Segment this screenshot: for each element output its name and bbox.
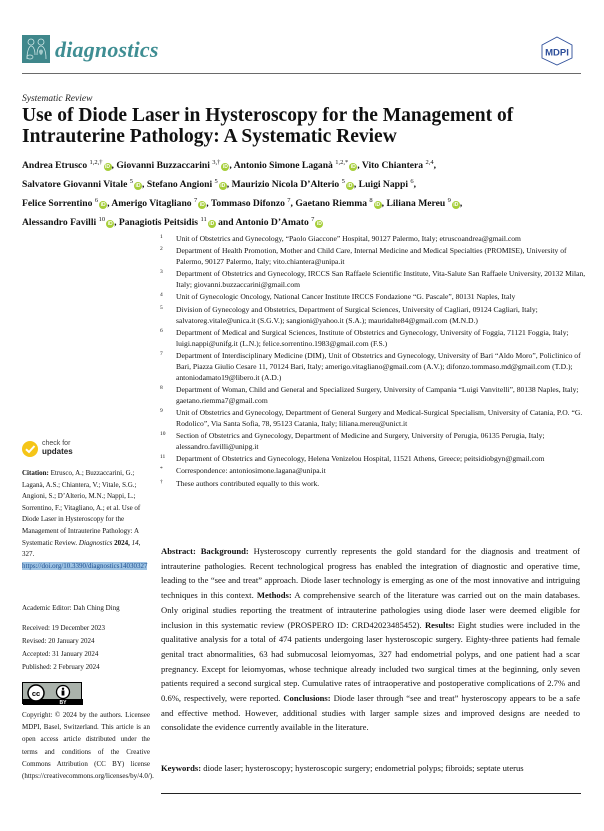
affiliation-text: Department of Woman, Child and General and Specialized Surgery, University of Campania “Luigi Vanvitelli”, 80138 Naples, Italy; gaetano.riemma7@gmail.com: [176, 384, 579, 405]
keywords-label: Keywords:: [161, 763, 202, 773]
orcid-icon[interactable]: iD: [347, 183, 353, 189]
doi-link[interactable]: https://doi.org/10.3390/diagnostics14030327: [22, 561, 148, 570]
author: [234, 160, 362, 171]
affiliation-item: [160, 479, 590, 490]
author-name: Salvatore Giovanni Vitale: [22, 179, 128, 190]
author-affiliation-ref: 7: [287, 197, 291, 204]
author-name: Amerigo Vitagliano: [111, 198, 192, 209]
author-affiliation-ref: 6: [94, 197, 99, 204]
journal-logo-icon: [22, 35, 50, 63]
affiliation-text: Section of Obstetrics and Gynecology, Department of Medicine and Surgery, University of Perugia, 06135 Perugia, Italy; alessandro.favilli@unipg.it: [176, 431, 545, 451]
affiliation-item: [160, 305, 590, 327]
citation-article-number: 327.: [22, 550, 35, 559]
author: [111, 198, 211, 209]
published-date: Published: 2 February 2024: [22, 663, 100, 671]
orcid-icon[interactable]: iD: [105, 164, 111, 170]
orcid-icon[interactable]: iD: [350, 164, 356, 170]
author: [147, 179, 232, 190]
affiliation-item: [160, 466, 590, 477]
author: [359, 179, 419, 190]
author-separator: and: [215, 217, 236, 228]
author-list: [22, 155, 592, 231]
author: [295, 198, 386, 209]
author-separator: ,: [357, 160, 362, 171]
author-affiliation-ref: 5: [341, 178, 345, 185]
affiliation-number: 10: [160, 431, 166, 438]
author-name: Antonio Simone Laganà: [233, 160, 333, 171]
author-separator: ,: [459, 198, 465, 209]
orcid-icon[interactable]: iD: [220, 183, 226, 189]
citation-journal: Diagnostics: [78, 538, 113, 547]
affiliation-text: Department of Interdisciplinary Medicine (DIM), Unit of Obstetrics and Gynecology, University of Bari “Aldo Moro”, Policlinico of Bari, Piazza Giulio Cesare 11, 70124 Bari, Italy; amerigo.vitagliano@gmail.com (A.V.); difonzo.tommaso.md@gmail.com (T.D.); antoniodamato19@libero.it (A.D.): [176, 350, 581, 382]
citation-label: Citation:: [22, 469, 49, 477]
citation-block: [22, 468, 150, 572]
checkmark-icon: [22, 441, 38, 457]
author: [211, 198, 295, 209]
author-affiliation-ref: 6: [410, 178, 414, 185]
author-separator: ,: [111, 160, 117, 171]
author-name: Vito Chiantera: [361, 160, 424, 171]
journal-name[interactable]: diagnostics: [55, 37, 159, 62]
affiliation-text: Department of Obstetrics and Gynecology, IRCCS San Raffaele Scientific Institute, Vita-Salute San Raffaele University, 20132 Milan, Italy; giovanni.buzzaccarini@gmail.com: [176, 269, 586, 290]
keywords-text: diode laser; hysteroscopy; hysteroscopic surgery; endometrial polyps; fibroids; septate uterus: [203, 763, 524, 773]
author-affiliation-ref: 5: [214, 178, 218, 185]
affiliation-number: 11: [160, 454, 166, 461]
affiliation-text: Division of Gynecology and Obstetrics, Department of Surgical Sciences, University of Cagliari, 09124 Cagliari, Italy; salvatoreg.vitale@unica.it (S.G.V.); sangioni@yahoo.it (S.A.); mauridalte84@gmail.com (M.N.D.): [176, 304, 538, 325]
orcid-icon[interactable]: iD: [209, 221, 215, 227]
affiliation-item: [160, 408, 590, 430]
affiliation-number: 3: [160, 269, 163, 276]
author: [386, 198, 464, 209]
author-affiliation-ref: 7: [194, 197, 198, 204]
author-separator: ,: [381, 198, 387, 209]
author-separator: ,: [226, 179, 232, 190]
affiliation-item: [160, 292, 590, 303]
affiliation-number: 7: [160, 350, 163, 357]
affiliation-number: *: [160, 466, 163, 473]
affiliation-item: [160, 385, 590, 407]
received-date: Received: 19 December 2023: [22, 624, 105, 632]
results-label: Results:: [424, 619, 455, 630]
author-separator: ,: [290, 198, 296, 209]
orcid-icon[interactable]: iD: [222, 164, 228, 170]
methods-label: Methods:: [256, 590, 292, 601]
author-name: Maurizio Nicola D’Alterio: [231, 179, 340, 190]
author: [22, 198, 111, 209]
background-text: Hysteroscopy currently represents the gold standard for the diagnosis and treatment of intrauterine pathologies. Recent technological progress has enabled the integration of diagnostic and operative time, leading to the “see and treat” approach. Diode laser technology is emerging as one of the most innovative and intriguing techniques in this context.: [161, 546, 580, 601]
affiliation-item: [160, 328, 590, 350]
author-name: Alessandro Favilli: [22, 217, 97, 228]
check-for-updates-button[interactable]: [22, 440, 102, 460]
affiliation-number: 4: [160, 292, 163, 299]
cc-label: cc: [31, 689, 41, 698]
author-separator: ,: [107, 198, 112, 209]
affiliation-text: These authors contributed equally to this work.: [176, 478, 320, 488]
affiliation-number: 6: [160, 327, 163, 334]
affiliation-text: Unit of Obstetrics and Gynecology, Department of General Surgery and Medical-Surgical Specialism, University of Catania, P.O. “G. Rodolico”, Via Santa Sofia, 78, 95123 Catania, Italy; liliana.mereu@unict.it: [176, 407, 583, 428]
affiliation-item: [160, 269, 590, 291]
author: [362, 160, 439, 171]
affiliations-list: [160, 234, 590, 491]
author-name: Gaetano Riemma: [295, 198, 368, 209]
author-separator: ,: [114, 217, 119, 228]
author: [235, 217, 323, 228]
author: [119, 217, 236, 228]
author-affiliation-ref: 10: [98, 216, 106, 223]
revised-date: Revised: 20 January 2024: [22, 637, 95, 645]
affiliation-number: 5: [160, 304, 163, 311]
methods-text: A comprehensive search of the literature was carried out on the main databases. Only original studies reporting the treatment of intrauterine pathologies using diode laser were deemed eligible for inclusion in this systematic review (PROSPERO ID: CRD42023485452).: [161, 590, 580, 630]
keywords: [161, 763, 591, 773]
author: [22, 217, 119, 228]
affiliation-text: Department of Health Promotion, Mother and Child Care, Internal Medicine and Medical Specialties (PROMISE), University of Palermo, 90127 Palermo, Italy; vito.chiantera@unipa.it: [176, 246, 567, 267]
author-affiliation-ref: 9: [447, 197, 451, 204]
orcid-icon[interactable]: iD: [135, 183, 141, 189]
affiliation-text: Unit of Gynecologic Oncology, National Cancer Institute IRCCS Fondazione “G. Pascale”, 80131 Naples, Italy: [176, 292, 516, 302]
by-label: BY: [59, 700, 67, 705]
citation-text: Etrusco, A.; Buzzaccarini, G.; Laganà, A.S.; Chiantera, V.; Vitale, S.G.; Angioni, S.; D’Alterio, M.N.; Nappi, L.; Sorrentino, F.; Vitagliano, A.; et al. Use of Diode Laser in Hysteroscopy for the Management of Intrauterine Pathology: A Systematic Review.: [22, 469, 141, 547]
author-separator: ,: [229, 160, 234, 171]
affiliation-text: Correspondence: antoniosimone.lagana@unipa.it: [176, 466, 326, 476]
author-affiliation-ref: 11: [200, 216, 207, 223]
author-affiliation-ref: 1,2,*: [335, 159, 349, 166]
journal-header: [22, 35, 582, 67]
orcid-icon[interactable]: iD: [453, 202, 459, 208]
affiliation-number: 8: [160, 384, 163, 391]
author-name: Felice Sorrentino: [22, 198, 93, 209]
orcid-icon[interactable]: iD: [375, 202, 381, 208]
author: [232, 179, 359, 190]
abstract: [161, 544, 580, 735]
affiliation-number: 9: [160, 407, 163, 414]
orcid-icon[interactable]: iD: [199, 202, 205, 208]
author: [116, 160, 233, 171]
author-name: Panagiotis Peitsidis: [118, 217, 199, 228]
author-separator: ,: [413, 179, 419, 190]
article-type: Systematic Review: [22, 94, 93, 104]
affiliation-item: [160, 351, 590, 383]
accepted-date: Accepted: 31 January 2024: [22, 650, 99, 658]
orcid-icon[interactable]: iD: [316, 221, 322, 227]
author-name: Antonio D’Amato: [235, 217, 309, 228]
author-affiliation-ref: 2,4: [425, 159, 434, 166]
author-name: Liliana Mereu: [386, 198, 446, 209]
affiliation-number: 2: [160, 246, 163, 253]
conclusions-text: Diode laser through “see and treat” hysteroscopy appears to be a safe and effective method. However, additional studies with larger sample sizes and improved designs are needed to consolidate the evidence currently available in the literature.: [161, 693, 581, 733]
author-name: Tommaso Difonzo: [210, 198, 285, 209]
author-name: Luigi Nappi: [358, 179, 408, 190]
copyright-notice: Copyright: © 2024 by the authors. Licensee MDPI, Basel, Switzerland. This article is an open access article distributed under the terms and conditions of the Creative Commons Attribution (CC BY) license (https://creativecommons.org/licenses/by/4.0/).: [22, 711, 154, 781]
author-separator: ,: [353, 179, 359, 190]
affiliation-text: Department of Obstetrics and Gynecology, Helena Venizelou Hospital, 11521 Athens, Greece; peitsidiobgyn@gmail.com: [176, 454, 545, 464]
author: [22, 179, 147, 190]
article-title: Use of Diode Laser in Hysteroscopy for the Management of Intrauterine Pathology: A Systematic Review: [22, 105, 514, 147]
author-separator: ,: [433, 160, 439, 171]
author: [22, 160, 116, 171]
author-affiliation-ref: 5: [129, 178, 134, 185]
academic-editor: Academic Editor: Dah Ching Ding: [22, 604, 120, 612]
author-affiliation-ref: 8: [369, 197, 373, 204]
section-divider: [161, 793, 581, 794]
check-updates-label: check for updates: [42, 440, 73, 456]
affiliation-number: 1: [160, 234, 163, 240]
background-label: Background:: [200, 546, 249, 556]
affiliation-number: †: [160, 478, 163, 485]
author-affiliation-ref: 3,†: [212, 159, 221, 166]
author-affiliation-ref: 7: [311, 216, 315, 223]
author-separator: ,: [206, 198, 211, 209]
affiliation-text: Department of Medical and Surgical Sciences, Institute of Obstetrics and Gynecology, University of Foggia, 71121 Foggia, Italy; luigi.nappi@unifg.it (L.N.); felice.sorrentino.1983@gmail.com (F.S.): [176, 327, 569, 348]
affiliation-item: [160, 431, 590, 453]
author-affiliation-ref: 1,2,†: [89, 159, 103, 166]
affiliation-text: Unit of Obstetrics and Gynecology, “Paolo Giaccone” Hospital, 90127 Palermo, Italy; etruscoandrea@gmail.com: [176, 234, 521, 243]
results-text: Eight studies were included in the qualitative analysis for a total of 474 patients undergoing laser hysteroscopic surgery. Eighty-three patients had female genital tract abnormalities, 63 had submucosal leiomyomas, 327 had endometrial polyps, and one patient had a scar pregnancy. Except for leiomyomas, whose technique already included two surgical times at the beginning, only seven patients required a second surgical step. Cumulative rates of intraoperative and postoperative complications of 2.7% and 0.6%, respectively, were reported.: [161, 619, 580, 704]
conclusions-label: Conclusions:: [283, 693, 331, 704]
author-name: Andrea Etrusco: [22, 160, 88, 171]
header-divider: [22, 73, 581, 74]
orcid-icon[interactable]: iD: [107, 221, 113, 227]
mdpi-logo-icon[interactable]: [540, 36, 574, 66]
affiliation-item: [160, 454, 590, 465]
author-separator: ,: [142, 179, 147, 190]
orcid-icon[interactable]: iD: [100, 202, 106, 208]
svg-text:MDPI: MDPI: [545, 47, 569, 59]
affiliation-item: [160, 246, 590, 268]
citation-volume: 14,: [131, 538, 141, 547]
author-name: Stefano Angioni: [146, 179, 213, 190]
author-name: Giovanni Buzzaccarini: [116, 160, 210, 171]
citation-year: 2024,: [114, 538, 130, 547]
abstract-label: Abstract:: [161, 546, 196, 556]
affiliation-item: [160, 234, 590, 245]
cc-by-license-icon[interactable]: [22, 682, 82, 704]
